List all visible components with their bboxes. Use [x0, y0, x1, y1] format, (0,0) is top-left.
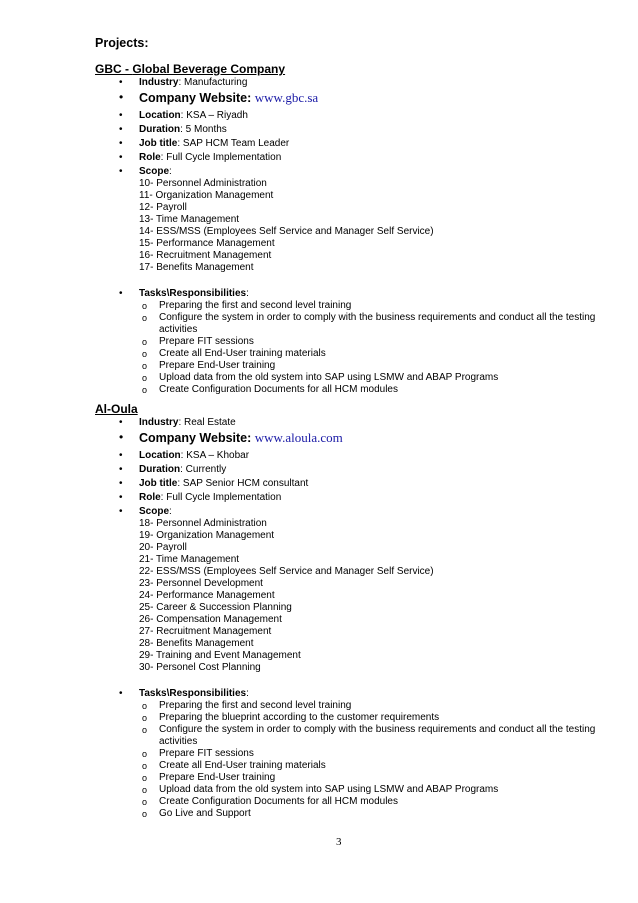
scope-list	[95, 178, 615, 274]
circle-bullet-icon: o	[142, 809, 148, 819]
scope-item: 15- Performance Management	[139, 238, 275, 249]
task-item: o Upload data from the old system into SAP using LSMW and ABAP Programs	[142, 372, 499, 383]
task-item: o Configure the system in order to comply with the business requirements and conduct all the testing activities	[142, 312, 596, 335]
bullet-icon: •	[119, 110, 123, 121]
task-item: o Preparing the first and second level training	[142, 300, 352, 311]
scope-list	[95, 518, 615, 674]
task-item: o Prepare FIT sessions	[142, 336, 254, 347]
project-details	[95, 417, 615, 518]
task-item: o Preparing the blueprint according to the customer requirements	[142, 712, 440, 723]
scope-item: 27- Recruitment Management	[139, 626, 272, 637]
bullet-icon: •	[119, 478, 123, 489]
task-item: o Create all End-User training materials	[142, 760, 326, 771]
task-item: o Prepare End-User training	[142, 360, 276, 371]
detail-role: • Role: Full Cycle Implementation	[119, 492, 282, 503]
detail-duration: • Duration: Currently	[119, 464, 227, 475]
bullet-icon: •	[119, 124, 123, 135]
scope-item: 16- Recruitment Management	[139, 250, 272, 261]
detail-duration: • Duration: 5 Months	[119, 124, 227, 135]
circle-bullet-icon: o	[142, 361, 148, 371]
detail-job-title: • Job title: SAP Senior HCM consultant	[119, 478, 309, 489]
detail-role: • Role: Full Cycle Implementation	[119, 152, 282, 163]
scope-item: 11- Organization Management	[139, 190, 274, 201]
circle-bullet-icon: o	[142, 373, 148, 383]
detail-job-title: • Job title: SAP HCM Team Leader	[119, 138, 290, 149]
scope-item: 29- Training and Event Management	[139, 650, 301, 661]
circle-bullet-icon: o	[142, 301, 148, 311]
website-link[interactable]: www.gbc.sa	[254, 90, 319, 105]
circle-bullet-icon: o	[142, 701, 148, 711]
tasks-header	[95, 288, 615, 300]
website-link[interactable]: www.aloula.com	[254, 430, 343, 445]
tasks-list	[95, 300, 615, 396]
scope-item: 12- Payroll	[139, 202, 187, 213]
tasks-list	[95, 700, 615, 820]
detail-scope: • Scope:	[119, 506, 172, 517]
circle-bullet-icon: o	[142, 785, 148, 795]
bullet-icon: •	[119, 430, 124, 444]
project-gbc	[95, 62, 615, 396]
task-item: o Create all End-User training materials	[142, 348, 326, 359]
scope-item: 30- Personel Cost Planning	[139, 662, 261, 673]
circle-bullet-icon: o	[142, 797, 148, 807]
bullet-icon: •	[119, 506, 123, 517]
scope-item: 24- Performance Management	[139, 590, 275, 601]
detail-website: • Company Website: www.aloula.com	[119, 430, 343, 445]
bullet-icon: •	[119, 138, 123, 149]
detail-location: • Location: KSA – Riyadh	[119, 110, 248, 121]
bullet-icon: •	[119, 90, 124, 104]
task-item: o Create Configuration Documents for all HCM modules	[142, 796, 398, 807]
task-item: o Create Configuration Documents for all HCM modules	[142, 384, 398, 395]
detail-industry: • Industry: Real Estate	[119, 417, 236, 428]
circle-bullet-icon: o	[142, 313, 148, 323]
task-item: o Prepare FIT sessions	[142, 748, 254, 759]
circle-bullet-icon: o	[142, 349, 148, 359]
project-title	[95, 62, 615, 76]
circle-bullet-icon: o	[142, 337, 148, 347]
project-name: Al-Oula	[95, 402, 138, 416]
scope-item: 25- Career & Succession Planning	[139, 602, 292, 613]
spacer	[95, 274, 615, 288]
bullet-icon: •	[119, 77, 123, 88]
bullet-icon: •	[119, 417, 123, 428]
bullet-icon: •	[119, 464, 123, 475]
bullet-icon: •	[119, 152, 123, 163]
detail-tasks: • Tasks\Responsibilities:	[119, 288, 249, 299]
scope-item: 23- Personnel Development	[139, 578, 263, 589]
task-item: o Prepare End-User training	[142, 772, 276, 783]
scope-item: 21- Time Management	[139, 554, 240, 565]
scope-item: 22- ESS/MSS (Employees Self Service and Manager Self Service)	[139, 566, 434, 577]
tasks-header	[95, 688, 615, 700]
circle-bullet-icon: o	[142, 749, 148, 759]
page-heading: Projects:	[95, 36, 149, 50]
scope-item: 26- Compensation Management	[139, 614, 282, 625]
circle-bullet-icon: o	[142, 761, 148, 771]
bullet-icon: •	[119, 288, 123, 299]
page-number: 3	[336, 836, 342, 848]
task-item: o Go Live and Support	[142, 808, 251, 819]
project-al-oula	[95, 402, 615, 820]
detail-location: • Location: KSA – Khobar	[119, 450, 250, 461]
detail-tasks: • Tasks\Responsibilities:	[119, 688, 249, 699]
bullet-icon: •	[119, 688, 123, 699]
scope-item: 18- Personnel Administration	[139, 518, 267, 529]
bullet-icon: •	[119, 166, 123, 177]
project-name: Global Beverage Company	[132, 62, 286, 76]
detail-industry: • Industry: Manufacturing	[119, 77, 248, 88]
spacer	[95, 674, 615, 688]
scope-item: 17- Benefits Management	[139, 262, 254, 273]
circle-bullet-icon: o	[142, 713, 148, 723]
scope-item: 28- Benefits Management	[139, 638, 254, 649]
project-title	[95, 402, 615, 416]
task-item: o Preparing the first and second level training	[142, 700, 352, 711]
scope-item: 13- Time Management	[139, 214, 240, 225]
task-item: o Configure the system in order to comply with the business requirements and conduct all the testing activities	[142, 724, 596, 747]
scope-item: 20- Payroll	[139, 542, 187, 553]
project-details	[95, 77, 615, 178]
project-code: GBC -	[95, 62, 129, 76]
circle-bullet-icon: o	[142, 385, 148, 395]
detail-website: • Company Website: www.gbc.sa	[119, 90, 319, 105]
scope-item: 19- Organization Management	[139, 530, 275, 541]
scope-item: 10- Personnel Administration	[139, 178, 267, 189]
circle-bullet-icon: o	[142, 773, 148, 783]
detail-scope: • Scope:	[119, 166, 172, 177]
scope-item: 14- ESS/MSS (Employees Self Service and Manager Self Service)	[139, 226, 434, 237]
bullet-icon: •	[119, 492, 123, 503]
circle-bullet-icon: o	[142, 725, 148, 735]
bullet-icon: •	[119, 450, 123, 461]
task-item: o Upload data from the old system into SAP using LSMW and ABAP Programs	[142, 784, 499, 795]
